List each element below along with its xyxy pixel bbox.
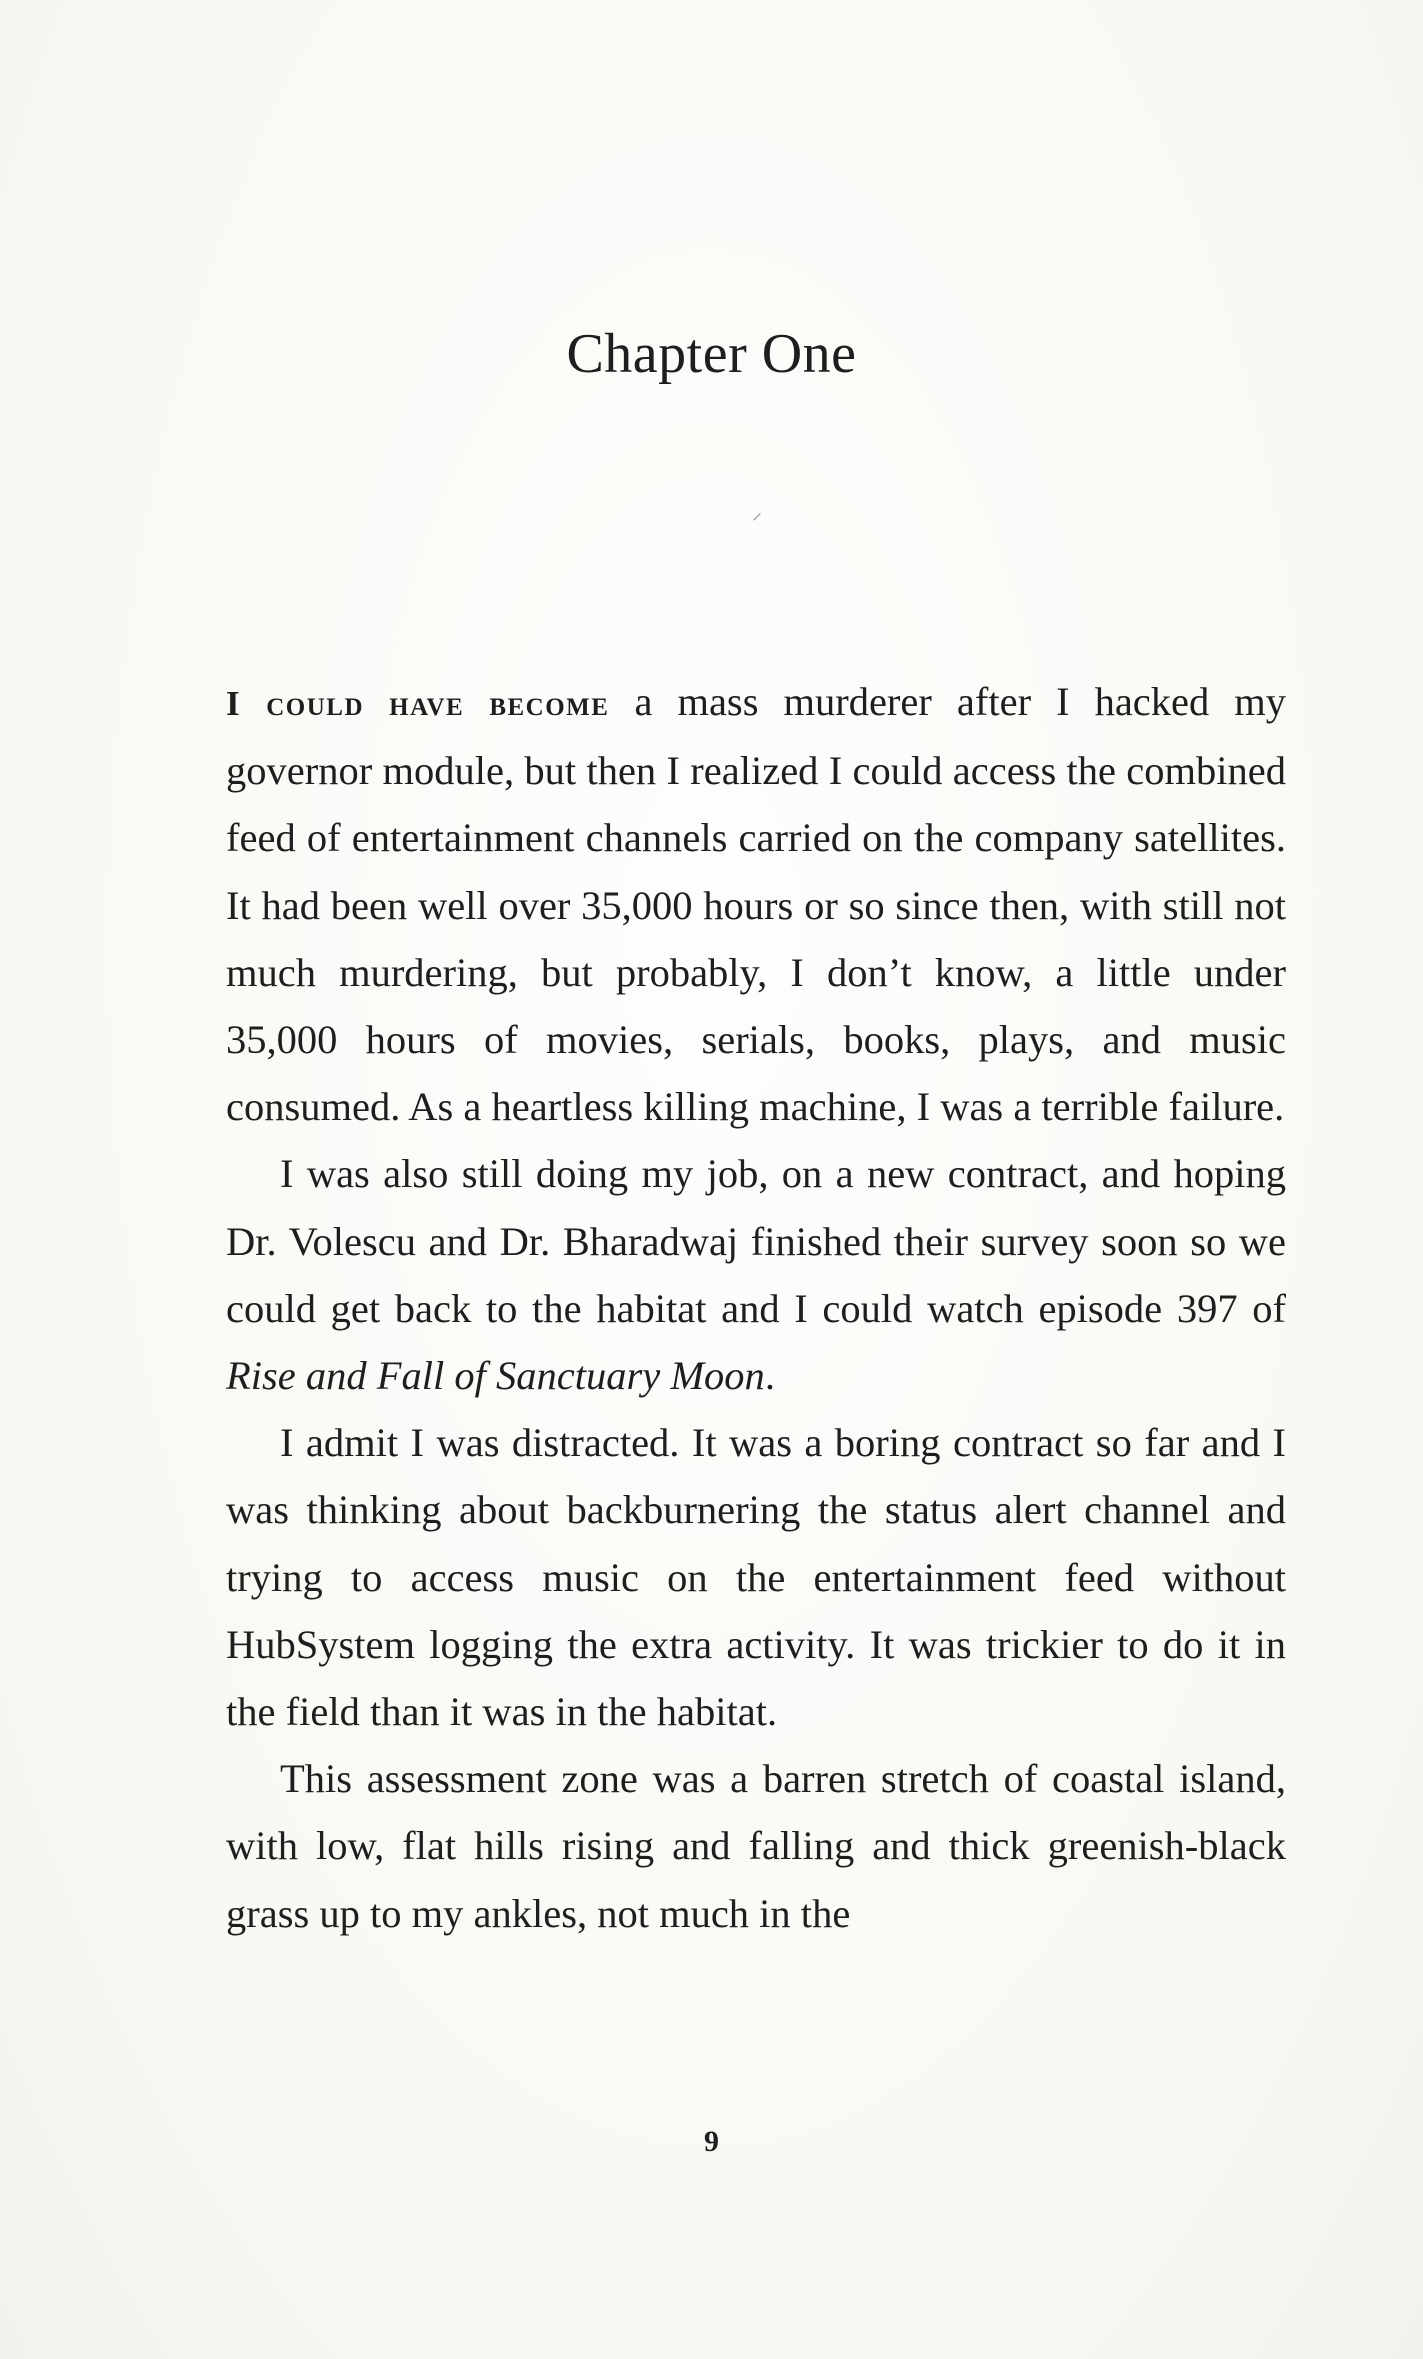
paragraph-2-end: .	[764, 1353, 775, 1399]
show-title-italic: Rise and Fall of Sanctuary Moon	[226, 1353, 765, 1399]
paragraph-3: I admit I was distracted. It was a boring contract so far and I was thinking about backburnering the status alert channel and trying to access music on the entertainment feed without HubSystem logging the extra activity. It was trickier to do it in the field than it was in the habitat.	[226, 1420, 1286, 1735]
page-number: 9	[704, 2125, 719, 2158]
lead-in-small-caps: I could have become	[226, 684, 610, 723]
ornament-mark: ⸝	[752, 502, 762, 524]
chapter-body	[226, 668, 1286, 1947]
chapter-title: Chapter One	[566, 323, 857, 385]
paragraph-1	[226, 668, 1286, 1140]
paragraph-2	[226, 1140, 1286, 1409]
paragraph-4: This assessment zone was a barren stretch of coastal island, with low, flat hills rising and falling and thick greenish-black grass up to my ankles, not much in the	[226, 1756, 1286, 1936]
paragraph-2-text: I was also still doing my job, on a new contract, and hoping Dr. Volescu and Dr. Bharadwaj finished their survey soon so we could get back to the habitat and I could watch episode 397 of	[226, 1151, 1286, 1331]
paragraph-1-text: a mass murderer after I hacked my governor module, but then I realized I could access the combined feed of entertainment channels carried on the company satellites. It had been well over 35,000 hours or so since then, with still not much murdering, but probably, I don’t know, a little under 35,000 hours of movies, serials, books, plays, and music consumed. As a heartless killing machine, I was a terrible failure.	[226, 679, 1287, 1130]
